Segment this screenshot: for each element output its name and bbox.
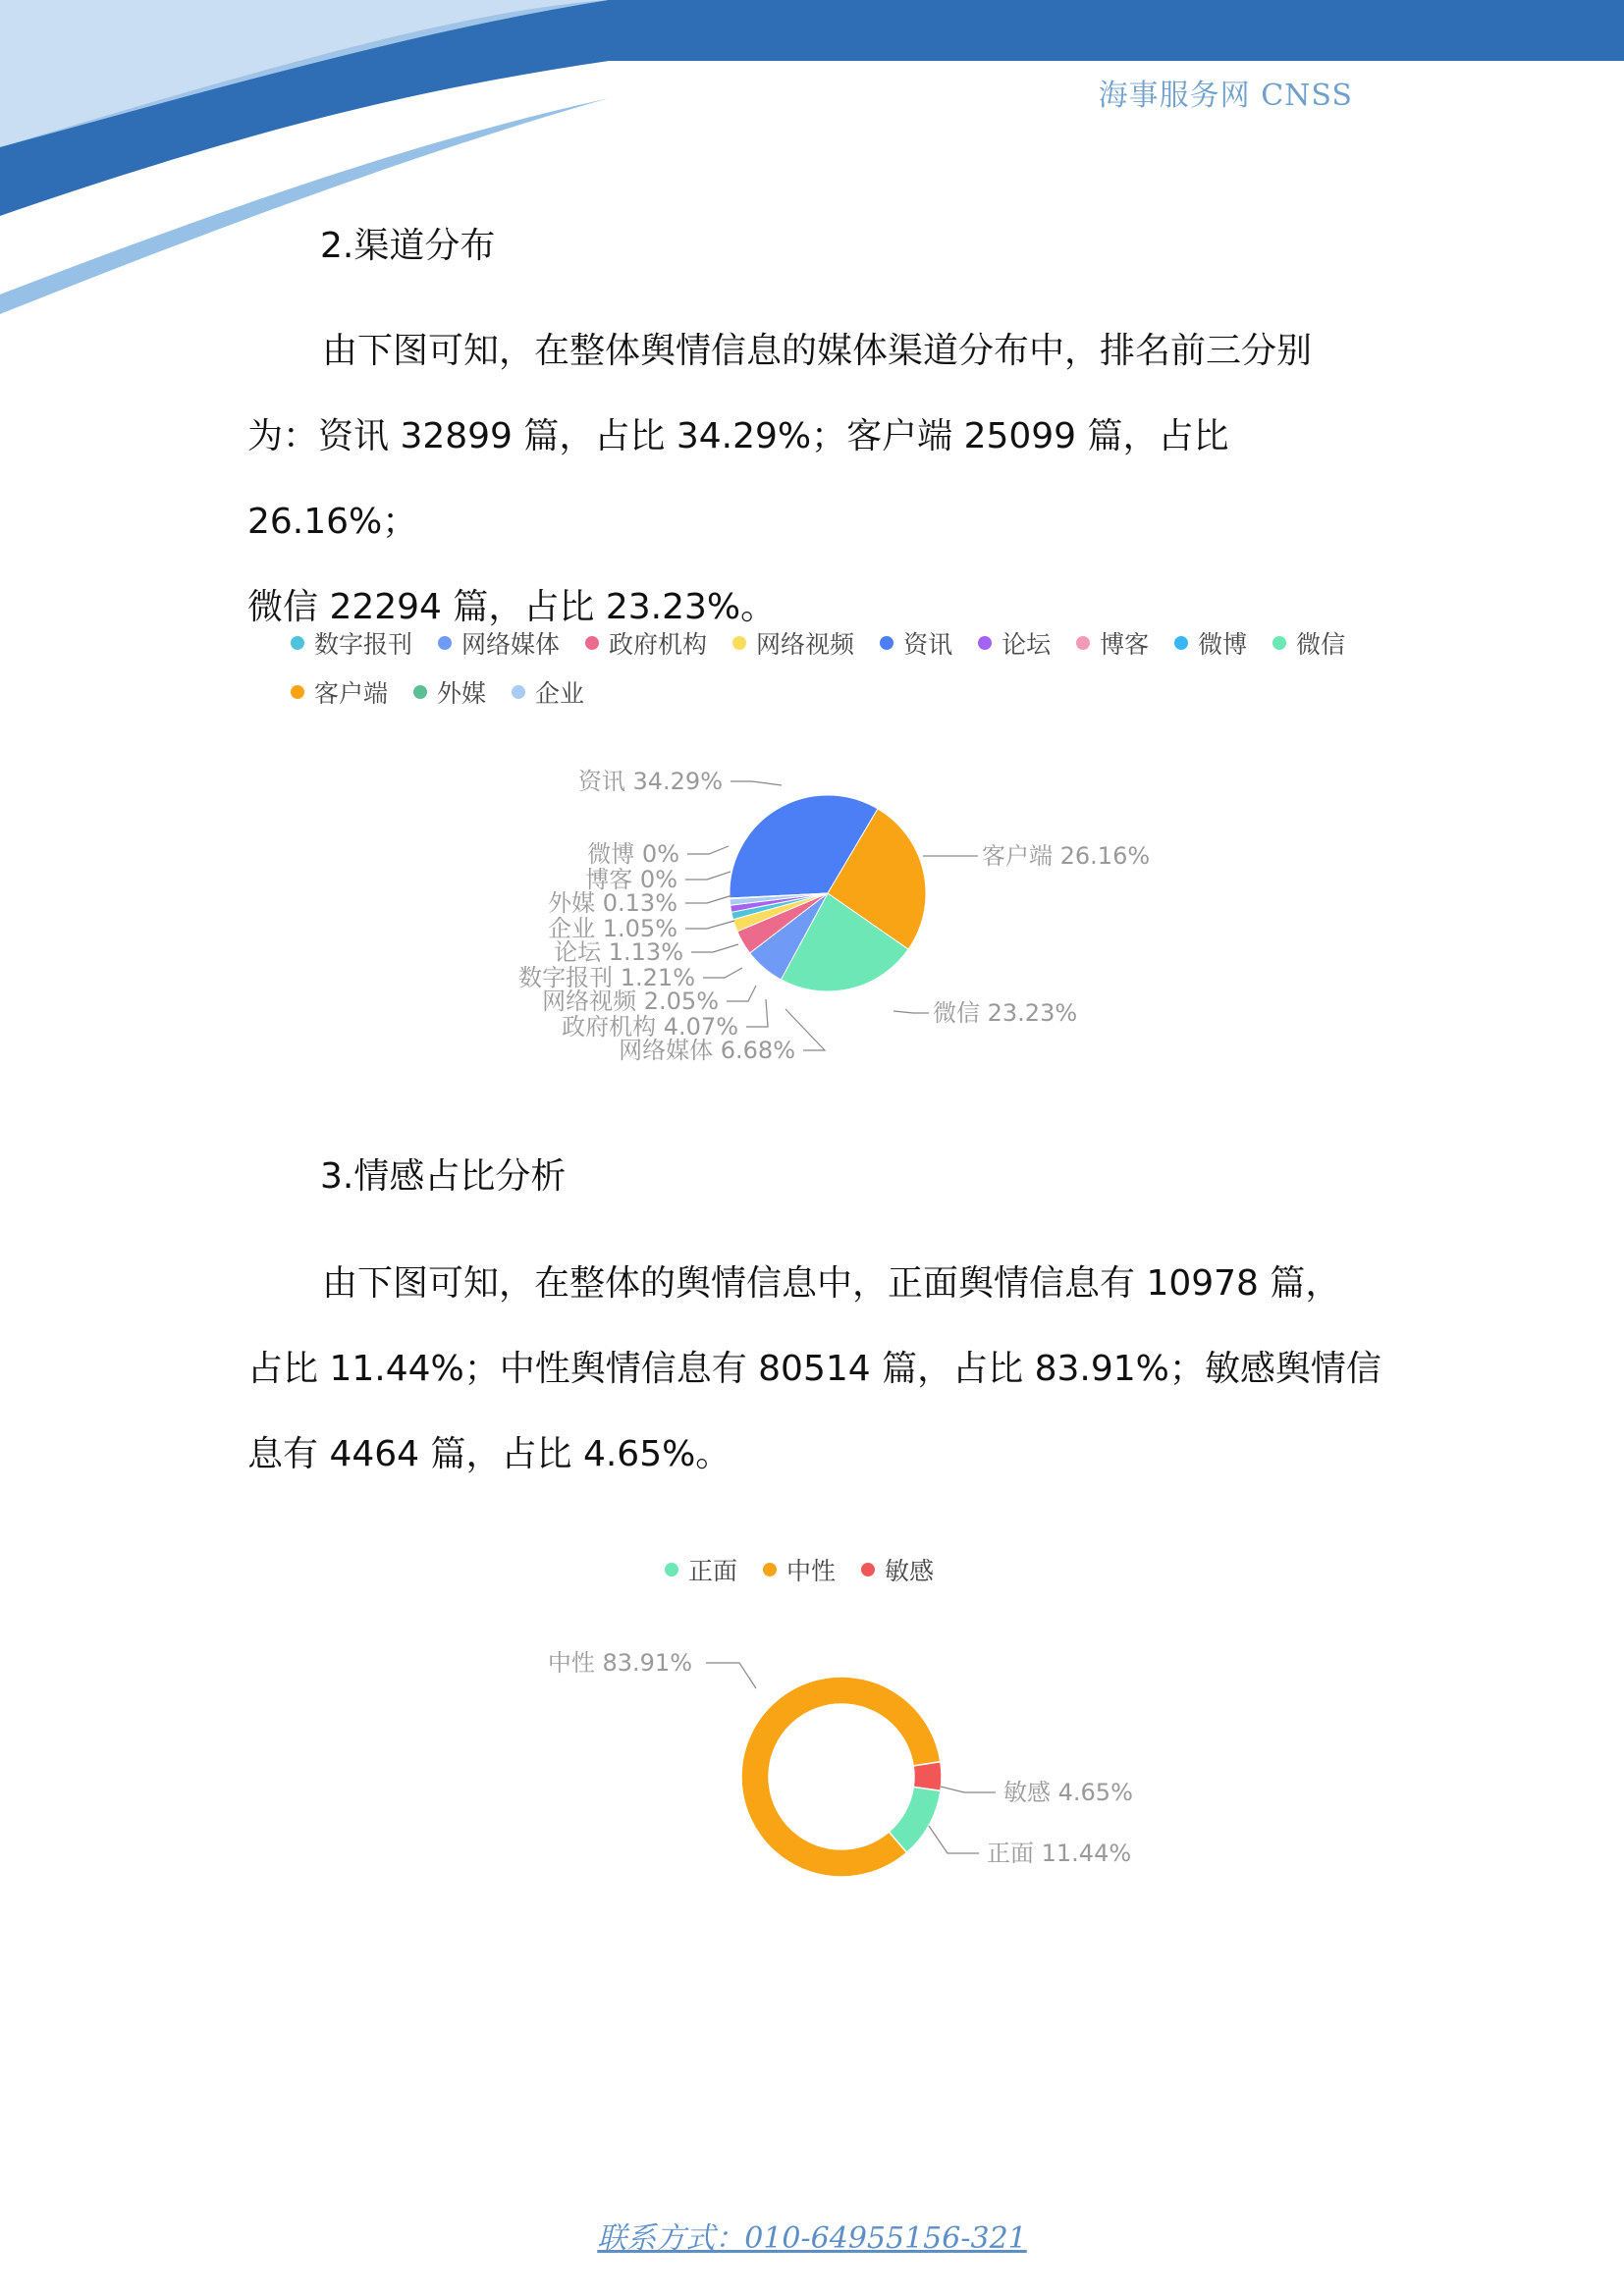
sentiment-donut-chart xyxy=(0,1649,1624,1904)
svg-text:微博 0%: 微博 0% xyxy=(587,840,679,868)
legend-dot-icon xyxy=(763,1563,777,1576)
legend-item[interactable] xyxy=(291,625,412,661)
legend-label: 中性 xyxy=(785,1557,836,1585)
svg-text:政府机构 4.07%: 政府机构 4.07% xyxy=(562,1013,738,1041)
legend-dot-icon xyxy=(861,1563,875,1576)
channel-chart-legend xyxy=(291,618,1390,717)
legend-dot-icon xyxy=(291,685,304,699)
legend-row xyxy=(0,1545,1624,1594)
legend-label: 网络视频 xyxy=(756,630,855,659)
svg-text:微信 23.23%: 微信 23.23% xyxy=(933,999,1078,1027)
svg-text:正面 11.44%: 正面 11.44% xyxy=(987,1840,1132,1867)
section-2-title: 2.渠道分布 xyxy=(320,226,496,266)
legend-item[interactable] xyxy=(1076,625,1149,661)
legend-label: 企业 xyxy=(535,679,585,708)
legend-dot-icon xyxy=(732,636,746,650)
legend-item[interactable] xyxy=(1174,625,1247,661)
legend-label: 资讯 xyxy=(903,630,953,659)
section-2-line-1: 由下图可知，在整体舆情信息的媒体渠道分布中，排名前三分别 xyxy=(322,331,1313,371)
pie-label xyxy=(542,986,756,1015)
legend-item[interactable] xyxy=(512,674,584,710)
section-3-line-1: 由下图可知，在整体的舆情信息中，正面舆情信息有 10978 篇， xyxy=(322,1263,1341,1304)
legend-item[interactable] xyxy=(861,1552,934,1587)
section-2-paragraph xyxy=(247,308,1386,650)
legend-label: 微博 xyxy=(1198,630,1248,659)
pie-label xyxy=(893,999,1077,1027)
svg-text:敏感 4.65%: 敏感 4.65% xyxy=(1003,1779,1133,1806)
section-3-title: 3.情感占比分析 xyxy=(320,1156,567,1197)
legend-row xyxy=(291,618,1390,667)
legend-label: 论坛 xyxy=(1001,630,1052,659)
legend-label: 政府机构 xyxy=(609,630,708,659)
legend-dot-icon xyxy=(880,636,893,650)
brand-name: 海事服务网 CNSS xyxy=(1098,79,1353,113)
svg-text:企业 1.05%: 企业 1.05% xyxy=(548,915,677,942)
legend-dot-icon xyxy=(585,636,599,650)
section-2-line-2: 为：资讯 32899 篇，占比 34.29%；客户端 25099 篇，占比 26.16%； xyxy=(247,416,1229,542)
donut-slice[interactable] xyxy=(913,1762,942,1791)
legend-dot-icon xyxy=(413,685,427,699)
legend-item[interactable] xyxy=(665,1552,737,1587)
legend-dot-icon xyxy=(1272,636,1286,650)
legend-label: 外媒 xyxy=(437,679,487,708)
pie-label xyxy=(578,768,782,795)
legend-dot-icon xyxy=(438,636,452,650)
legend-dot-icon xyxy=(665,1563,678,1576)
legend-label: 正面 xyxy=(687,1557,737,1585)
svg-text:资讯 34.29%: 资讯 34.29% xyxy=(577,768,723,795)
legend-label: 数字报刊 xyxy=(314,630,413,659)
legend-item[interactable] xyxy=(585,625,707,661)
pie-label xyxy=(554,938,738,966)
channel-pie-chart xyxy=(0,746,1624,1070)
legend-dot-icon xyxy=(978,636,992,650)
legend-item[interactable] xyxy=(880,625,952,661)
legend-item[interactable] xyxy=(763,1552,836,1587)
pie-label xyxy=(923,842,1150,870)
section-3-paragraph xyxy=(247,1241,1386,1497)
footer-contact: 联系方式：010-64955156-321 xyxy=(597,2221,1027,2256)
pie-label xyxy=(548,889,732,917)
legend-item[interactable] xyxy=(978,625,1051,661)
legend-item[interactable] xyxy=(1272,625,1345,661)
svg-text:网络视频 2.05%: 网络视频 2.05% xyxy=(542,988,719,1015)
header-wave-banner xyxy=(0,0,1624,314)
legend-dot-icon xyxy=(291,636,304,650)
legend-label: 客户端 xyxy=(314,679,389,708)
section-3-line-3: 息有 4464 篇，占比 4.65%。 xyxy=(247,1434,731,1474)
pie-label xyxy=(587,840,729,868)
legend-row xyxy=(291,667,1390,717)
legend-label: 敏感 xyxy=(885,1557,935,1585)
legend-item[interactable] xyxy=(291,674,388,710)
section-3-line-2: 占比 11.44%；中性舆情信息有 80514 篇，占比 83.91%；敏感舆情信 xyxy=(247,1349,1381,1389)
legend-item[interactable] xyxy=(732,625,854,661)
legend-item[interactable] xyxy=(438,625,560,661)
legend-label: 博客 xyxy=(1100,630,1150,659)
donut-label xyxy=(929,1826,1131,1867)
legend-item[interactable] xyxy=(413,674,486,710)
donut-label xyxy=(941,1779,1133,1806)
svg-text:数字报刊 1.21%: 数字报刊 1.21% xyxy=(518,964,695,991)
legend-dot-icon xyxy=(1174,636,1188,650)
svg-text:网络媒体 6.68%: 网络媒体 6.68% xyxy=(619,1037,795,1064)
svg-text:论坛 1.13%: 论坛 1.13% xyxy=(554,938,683,966)
donut-label xyxy=(548,1649,756,1688)
legend-label: 网络媒体 xyxy=(461,630,561,659)
sentiment-chart-legend xyxy=(0,1545,1624,1594)
svg-text:中性 83.91%: 中性 83.91% xyxy=(547,1649,692,1677)
svg-text:博客 0%: 博客 0% xyxy=(585,866,677,893)
legend-dot-icon xyxy=(512,685,525,699)
svg-text:客户端 26.16%: 客户端 26.16% xyxy=(982,842,1151,870)
svg-text:外媒 0.13%: 外媒 0.13% xyxy=(548,889,677,917)
legend-dot-icon xyxy=(1076,636,1090,650)
section-2-line-3: 微信 22294 篇，占比 23.23%。 xyxy=(247,587,777,627)
legend-label: 微信 xyxy=(1296,630,1346,659)
